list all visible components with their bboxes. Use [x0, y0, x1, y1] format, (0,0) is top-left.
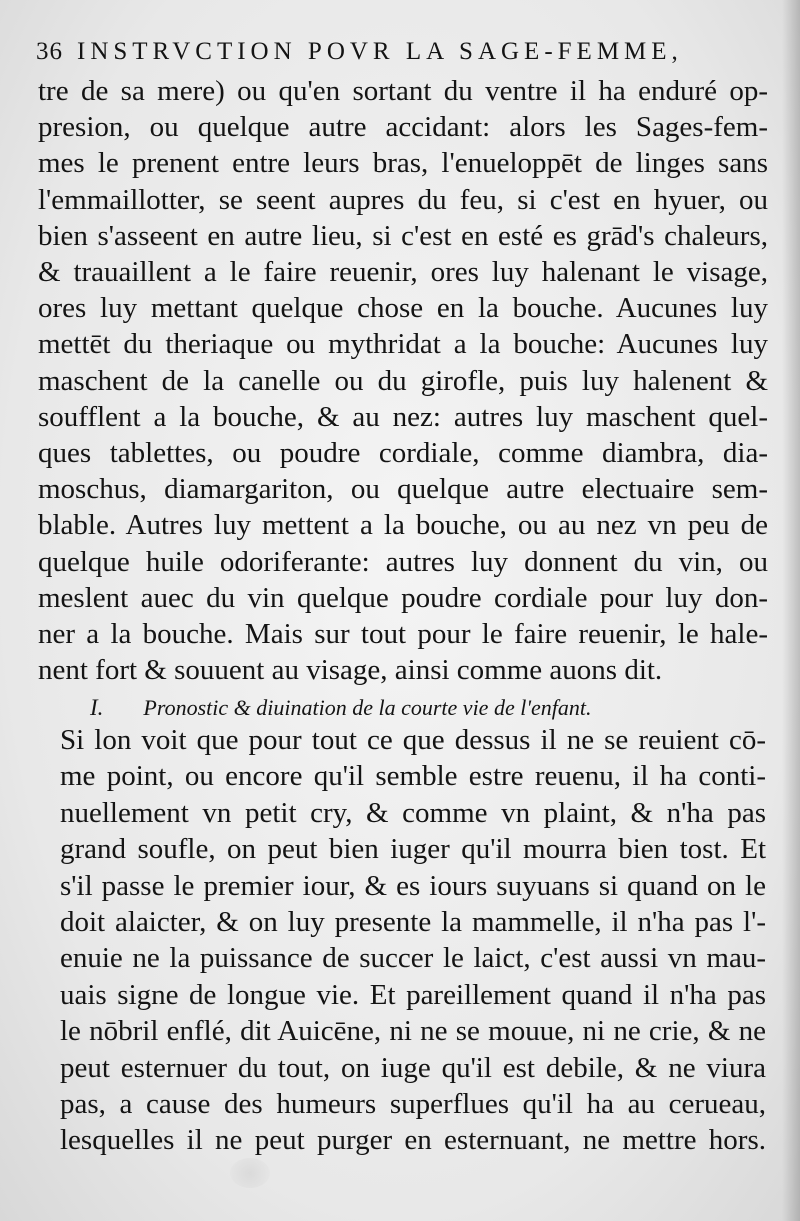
- page-number: 36: [36, 38, 63, 65]
- section-heading: [90, 694, 690, 722]
- paragraph-1: [38, 73, 768, 688]
- text-line: nuellement vn petit cry, & comme vn plaint, & n'ha pas: [60, 796, 766, 829]
- text-line: Si lon voit que pour tout ce que dessus il ne se reuient cō-: [60, 724, 766, 756]
- text-line: me point, ou encore qu'il semble estre reuenu, il ha conti-: [60, 760, 766, 793]
- text-line: blable. Autres luy mettent a la bouche, ou au nez vn peu de: [38, 509, 768, 542]
- page-edge-shadow: [782, 0, 800, 1221]
- text-line: & trauaillent a le faire reuenir, ores luy halenant le visage,: [38, 256, 768, 289]
- text-line: ques tablettes, ou poudre cordiale, comme diambra, dia-: [38, 437, 768, 470]
- running-title: INSTRVCTION POVR LA SAGE-FEMME,: [77, 38, 683, 65]
- text-line: l'emmaillotter, se seent aupres du feu, si c'est en hyuer, ou: [38, 183, 768, 216]
- text-line: le nōbril enflé, dit Auicēne, ni ne se mouue, ni ne crie, & ne: [60, 1015, 766, 1048]
- text-line: tre de sa mere) ou qu'en sortant du ventre il ha enduré op-: [38, 75, 768, 107]
- text-line: maschent de la canelle ou du girofle, puis luy halenent &: [38, 364, 768, 397]
- text-line: lesquelles il ne peut purger en esternuant, ne mettre hors.: [60, 1124, 766, 1157]
- text-line: peut esternuer du tout, on iuge qu'il est debile, & ne viura: [60, 1051, 766, 1084]
- text-line: moschus, diamargariton, ou quelque autre electuaire sem-: [38, 473, 768, 506]
- text-line: mettēt du theriaque ou mythridat a la bouche: Aucunes luy: [38, 328, 768, 361]
- paragraph-2: [60, 722, 766, 1159]
- text-line: quelque huile odoriferante: autres luy donnent du vin, ou: [38, 545, 768, 578]
- text-line: uais signe de longue vie. Et pareillement quand il n'ha pas: [60, 978, 766, 1011]
- section-title: Pronostic & diuination de la courte vie de l'enfant.: [143, 695, 592, 720]
- section-number: I.: [90, 695, 104, 720]
- text-line: pas, a cause des humeurs superflues qu'il ha au cerueau,: [60, 1088, 766, 1121]
- text-line: ores luy mettant quelque chose en la bouche. Aucunes luy: [38, 292, 768, 325]
- text-line: grand soufle, on peut bien iuger qu'il mourra bien tost. Et: [60, 833, 766, 866]
- text-line: mes le prenent entre leurs bras, l'enueloppēt de linges sans: [38, 147, 768, 180]
- text-line: nent fort & souuent au visage, ainsi comme auons dit.: [38, 654, 663, 687]
- running-header: [36, 36, 776, 68]
- text-line: enuie ne la puissance de succer le laict, c'est aussi vn mau-: [60, 942, 766, 975]
- text-line: presion, ou quelque autre accidant: alors les Sages-fem-: [38, 111, 768, 144]
- text-line: bien s'asseent en autre lieu, si c'est en esté es grād's chaleurs,: [38, 219, 768, 252]
- text-line: s'il passe le premier iour, & es iours suyuans si quand on le: [60, 869, 766, 902]
- ink-smudge: [230, 1158, 270, 1188]
- text-line: soufflent a la bouche, & au nez: autres luy maschent quel-: [38, 400, 768, 433]
- text-line: doit alaicter, & on luy presente la mammelle, il n'ha pas l'-: [60, 906, 766, 939]
- text-line: ner a la bouche. Mais sur tout pour le faire reuenir, le hale-: [38, 618, 768, 651]
- text-line: meslent auec du vin quelque poudre cordiale pour luy don-: [38, 581, 768, 614]
